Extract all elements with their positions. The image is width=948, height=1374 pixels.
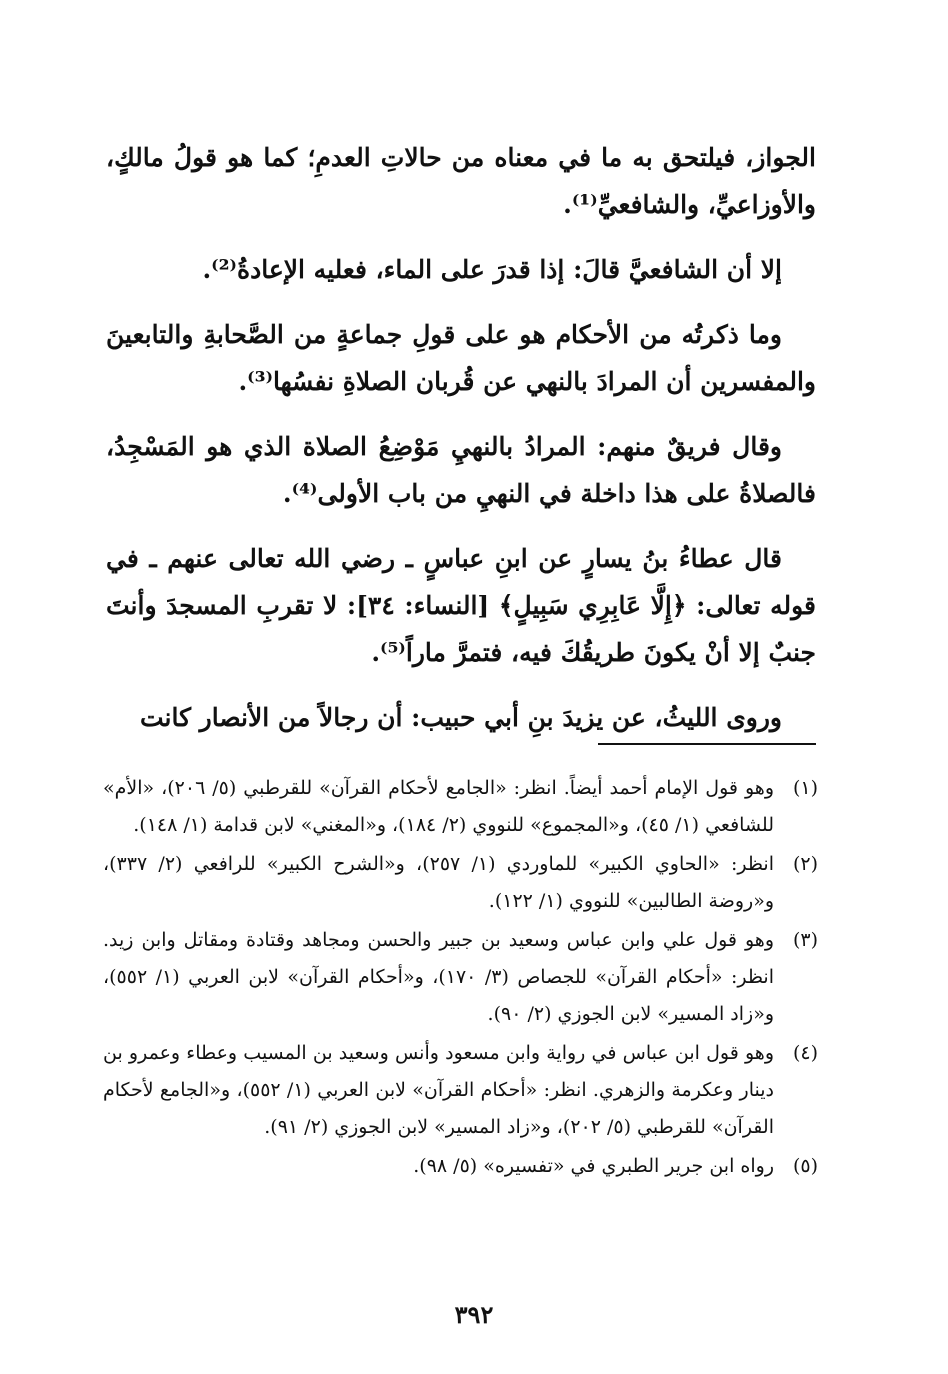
footnote-number: (٣) [792, 929, 818, 951]
footnote-number: (٤) [792, 1042, 818, 1064]
footnote-divider [598, 743, 816, 745]
footnote-item [103, 846, 818, 920]
page-number: ٣٩٢ [454, 1300, 494, 1329]
main-text [106, 134, 816, 759]
footnote-text: رواه ابن جرير الطبري في «تفسيره» (٥/ ٩٨). [413, 1155, 774, 1177]
footnote-text: وهو قول ابن عباس في رواية وابن مسعود وأنس وسعيد بن المسيب وعطاء وعمرو بن دينار وعكرمة والزهري. انظر: «أحكام القرآن» لابن العربي (١/ ٥٥٢)، و«الجامع لأحكام القرآن» للقرطبي (٥/ ٢٠٢)، و«زاد المسير» لابن الجوزي (٢/ ٩١). [103, 1042, 774, 1138]
footnote-number: (٢) [792, 853, 818, 875]
footnotes [103, 770, 818, 1187]
footnote-item [103, 1148, 818, 1185]
paragraph-2: إلا أن الشافعيَّ قالَ: إذا قدرَ على الماء، فعليه الإعادةُ⁽²⁾. [202, 255, 782, 284]
footnote-text: انظر: «الحاوي الكبير» للماوردي (١/ ٢٥٧)، و«الشرح الكبير» للرافعي (٢/ ٣٣٧)، و«روضة الطالبين» للنووي (١/ ١٢٢). [103, 853, 774, 912]
paragraph-6: وروى الليثُ، عن يزيدَ بنِ أبي حبيب: أن رجالاً من الأنصار كانت [139, 703, 782, 732]
footnote-number: (١) [792, 777, 818, 799]
footnote-item [103, 1035, 818, 1146]
paragraph-4: وقال فريقٌ منهم: المرادُ بالنهيِ مَوْضِعُ الصلاة الذي هو المَسْجِدُ، فالصلاةُ على هذا داخلة في النهيِ من باب الأولى⁽⁴⁾. [106, 432, 816, 508]
footnote-item [103, 770, 818, 844]
paragraph-1: الجواز، فيلتحق به ما في معناه من حالاتِ العدمِ؛ كما هو قولُ مالكٍ، والأوزاعيِّ، والشافعيِّ⁽¹⁾. [106, 143, 816, 219]
footnote-text: وهو قول الإمام أحمد أيضاً. انظر: «الجامع لأحكام القرآن» للقرطبي (٥/ ٢٠٦)، «الأم» للشافعي (١/ ٤٥)، و«المجموع» للنووي (٢/ ١٨٤)، و«المغني» لابن قدامة (١/ ١٤٨). [103, 777, 774, 836]
footnote-item [103, 922, 818, 1033]
footnote-text: وهو قول علي وابن عباس وسعيد بن جبير والحسن ومجاهد وقتادة ومقاتل وابن زيد. انظر: «أحكام القرآن» للجصاص (٣/ ١٧٠)، و«أحكام القرآن» لابن العربي (١/ ٥٥٢)، و«زاد المسير» لابن الجوزي (٢/ ٩٠). [103, 929, 774, 1025]
paragraph-3: وما ذكرتُه من الأحكام هو على قولِ جماعةٍ من الصَّحابةِ والتابعينَ والمفسرين أن المرادَ بالنهي عن قُربان الصلاةِ نفسُها⁽³⁾. [106, 320, 816, 396]
footnote-number: (٥) [792, 1155, 818, 1177]
paragraph-5: قال عطاءُ بنُ يسارٍ عن ابنِ عباسٍ ـ رضي الله تعالى عنهم ـ في قوله تعالى: ﴿إِلَّا عَابِرِي سَبِيلٍ﴾ [النساء: ٣٤]: لا تقربِ المسجدَ وأنتَ جنبٌ إلا أنْ يكونَ طريقُكَ فيه، فتمرَّ ماراً⁽⁵⁾. [106, 544, 816, 667]
